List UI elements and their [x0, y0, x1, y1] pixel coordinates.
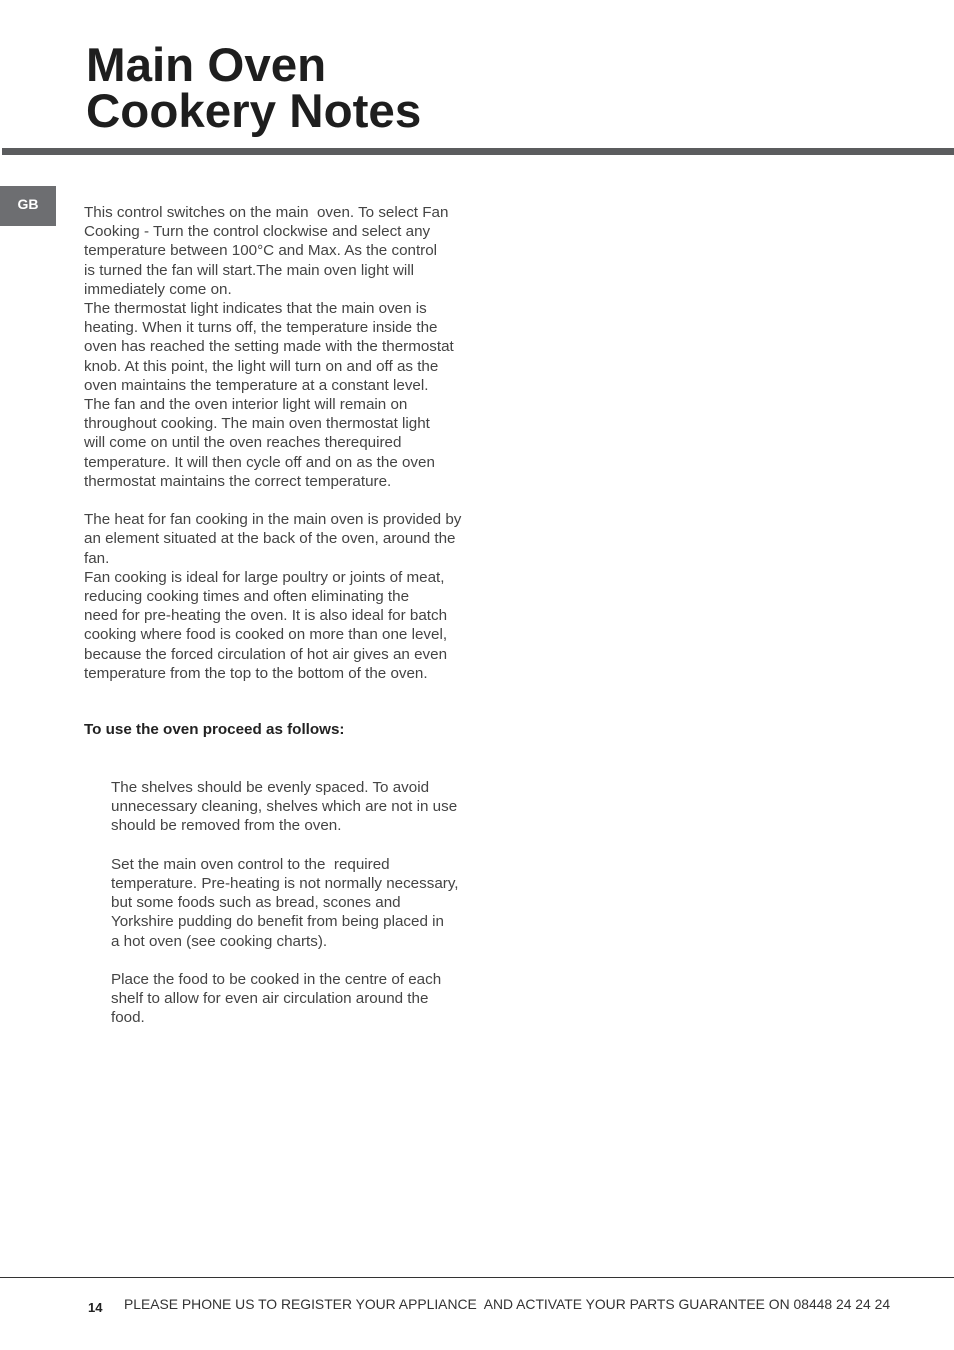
procedure-step: Place the food to be cooked in the centre of each shelf to allow for even air circulation around the food.	[111, 971, 442, 1027]
page-title-line-1: Main Oven	[86, 39, 327, 92]
intro-text	[84, 203, 461, 702]
intro-block-2	[84, 510, 461, 683]
paragraph: This control switches on the main oven. To select Fan Cooking - Turn the control clockwise and select any temperature between 100°C and Max. As the control is turned the fan will start.The main oven light will immediately come on.	[84, 204, 449, 298]
intro-block-1	[84, 203, 461, 491]
paragraph: The thermostat light indicates that the main oven is heating. When it turns off, the temperature inside the oven has reached the setting made with the thermostat knob. At this point, the light will turn on and off as the oven maintains the temperature at a constant level.	[84, 300, 454, 394]
procedure-heading: To use the oven proceed as follows:	[84, 721, 345, 738]
footer-notice: PLEASE PHONE US TO REGISTER YOUR APPLIANCE AND ACTIVATE YOUR PARTS GUARANTEE ON 08448 24 24 24	[124, 1296, 891, 1312]
procedure-steps	[111, 778, 459, 1047]
footer-divider	[0, 1277, 954, 1278]
paragraph: The fan and the oven interior light will remain on throughout cooking. The main oven thermostat light will come on until the oven reaches therequired temperature. It will then cycle off and on as the oven thermostat maintains the correct temperature.	[84, 396, 435, 490]
page-title	[86, 39, 422, 138]
procedure-step: Set the main oven control to the required temperature. Pre-heating is not normally necessary, but some foods such as bread, scones and Yorkshire pudding do benefit from being placed in a hot oven (see cooking charts).	[111, 855, 459, 950]
page-title-line-2: Cookery Notes	[86, 85, 422, 138]
header-divider-bar	[2, 148, 954, 155]
paragraph: Fan cooking is ideal for large poultry or joints of meat, reducing cooking times and often eliminating the need for pre-heating the oven. It is also ideal for batch cooking where food is cooked on more than one level, because the forced circulation of hot air gives an even temperature from the top to the bottom of the oven.	[84, 568, 448, 682]
language-tab: GB	[0, 186, 56, 226]
paragraph: The heat for fan cooking in the main oven is provided by an element situated at the back of the oven, around the fan.	[84, 511, 462, 567]
procedure-step: The shelves should be evenly spaced. To avoid unnecessary cleaning, shelves which are not in use should be removed from the oven.	[111, 779, 458, 835]
page-number: 14	[88, 1300, 103, 1315]
